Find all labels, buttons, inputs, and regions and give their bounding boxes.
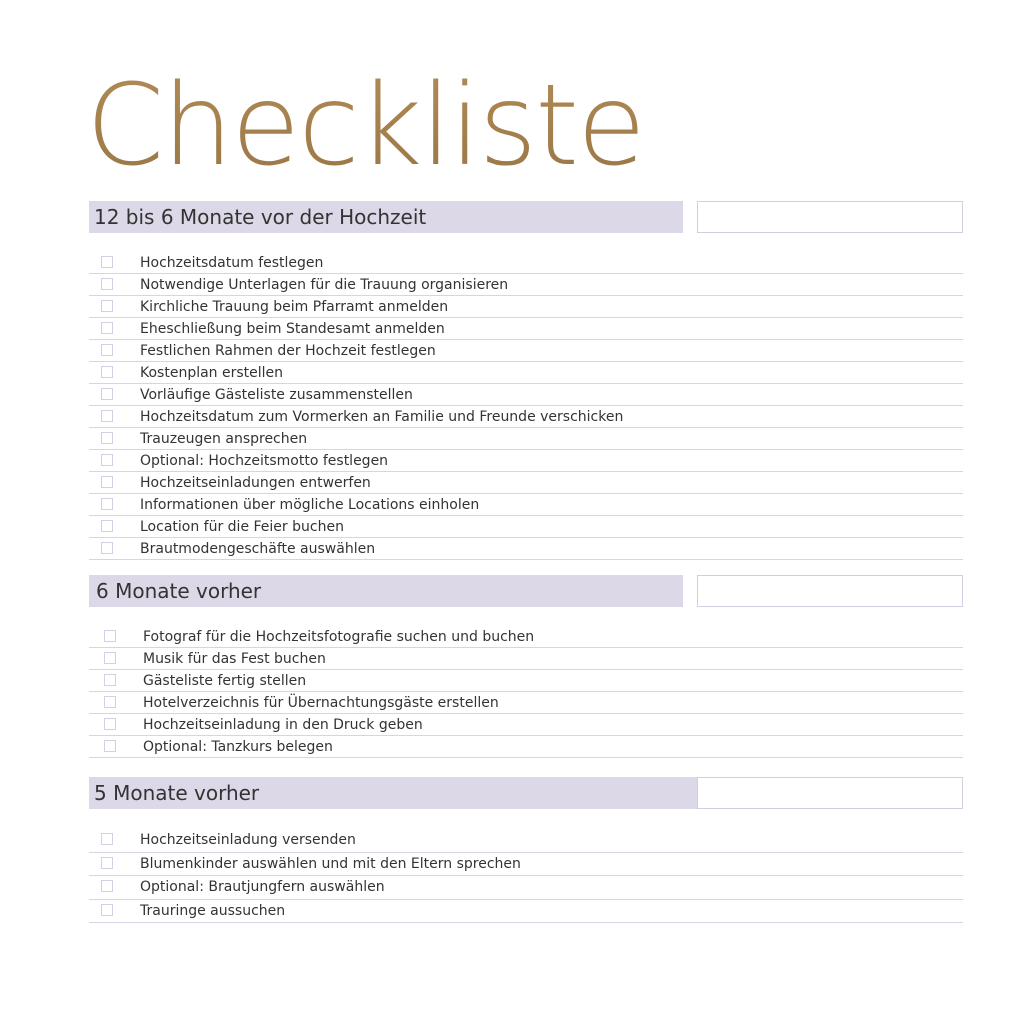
checklist-item-label: Hochzeitsdatum zum Vormerken an Familie und Freunde verschicken — [140, 409, 624, 425]
section-date-field[interactable] — [697, 575, 963, 607]
checkbox[interactable] — [104, 630, 116, 642]
checklist-item — [89, 450, 963, 472]
section-date-field[interactable] — [697, 201, 963, 233]
page-title: Checkliste — [86, 61, 644, 191]
checklist-item — [89, 900, 963, 924]
checklist-item-label: Gästeliste fertig stellen — [143, 673, 307, 689]
checkbox[interactable] — [104, 740, 116, 752]
checklist-item — [89, 362, 963, 384]
checklist-item-label: Eheschließung beim Standesamt anmelden — [140, 321, 445, 337]
checkbox[interactable] — [101, 344, 113, 356]
checklist-item — [89, 428, 963, 450]
checkbox[interactable] — [104, 652, 116, 664]
checklist — [89, 252, 963, 560]
checklist-item — [89, 472, 963, 494]
checklist-item — [89, 626, 963, 648]
checklist-item — [89, 853, 963, 877]
checklist-item-label: Hochzeitseinladung in den Druck geben — [143, 717, 423, 733]
checkbox[interactable] — [101, 498, 113, 510]
checklist-item — [89, 384, 963, 406]
section-header — [89, 575, 963, 607]
checklist-item — [89, 516, 963, 538]
checkbox[interactable] — [101, 833, 113, 845]
checkbox[interactable] — [101, 904, 113, 916]
checklist — [89, 829, 963, 923]
checklist-item — [89, 648, 963, 670]
checklist-item — [89, 340, 963, 362]
section-heading: 6 Monate vorher — [96, 579, 262, 603]
checklist-item-label: Optional: Brautjungfern auswählen — [140, 879, 385, 895]
checklist-item-label: Location für die Feier buchen — [140, 519, 344, 535]
checkbox[interactable] — [101, 476, 113, 488]
checklist-item-label: Hotelverzeichnis für Übernachtungsgäste erstellen — [143, 695, 499, 711]
checklist-item-label: Kostenplan erstellen — [140, 365, 284, 381]
section-6-months — [89, 575, 963, 755]
checklist-item — [89, 692, 963, 714]
checkbox[interactable] — [101, 880, 113, 892]
checklist-item-label: Festlichen Rahmen der Hochzeit festlegen — [140, 343, 436, 359]
checkbox[interactable] — [101, 410, 113, 422]
checkbox[interactable] — [101, 300, 113, 312]
checklist-item — [89, 274, 963, 296]
checklist-item — [89, 670, 963, 692]
checklist-item-label: Trauringe aussuchen — [140, 902, 286, 919]
checklist-item — [89, 252, 963, 274]
checkbox[interactable] — [101, 520, 113, 532]
checkbox[interactable] — [101, 542, 113, 554]
checklist-item — [89, 714, 963, 736]
checklist-item — [89, 736, 963, 758]
checkbox[interactable] — [101, 366, 113, 378]
checklist-item-label: Musik für das Fest buchen — [143, 651, 326, 667]
checkbox[interactable] — [101, 388, 113, 400]
checkbox[interactable] — [104, 696, 116, 708]
checklist — [89, 626, 963, 758]
checklist-item-label: Fotograf für die Hochzeitsfotografie suchen und buchen — [143, 629, 535, 645]
section-date-field[interactable] — [697, 777, 963, 809]
checklist-item — [89, 538, 963, 560]
checkbox[interactable] — [101, 857, 113, 869]
checklist-item-label: Kirchliche Trauung beim Pfarramt anmelden — [140, 299, 449, 315]
checkbox[interactable] — [101, 278, 113, 290]
checkbox[interactable] — [101, 322, 113, 334]
checklist-item-label: Brautmodengeschäfte auswählen — [140, 541, 376, 557]
section-header — [89, 777, 963, 809]
checklist-item-label: Hochzeitseinladung versenden — [140, 832, 356, 848]
checklist-item — [89, 318, 963, 340]
checkbox[interactable] — [101, 432, 113, 444]
checklist-item-label: Notwendige Unterlagen für die Trauung organisieren — [140, 277, 509, 293]
checklist-item-label: Informationen über mögliche Locations einholen — [140, 497, 480, 513]
checklist-item — [89, 296, 963, 318]
checklist-item — [89, 829, 963, 853]
checklist-item-label: Optional: Tanzkurs belegen — [143, 739, 333, 755]
checklist-item-label: Vorläufige Gästeliste zusammenstellen — [140, 387, 413, 403]
section-12-to-6-months — [89, 201, 963, 557]
checkbox[interactable] — [101, 454, 113, 466]
checkbox[interactable] — [104, 718, 116, 730]
checklist-item-label: Hochzeitseinladungen entwerfen — [140, 475, 371, 491]
checkbox[interactable] — [101, 256, 113, 268]
section-heading: 12 bis 6 Monate vor der Hochzeit — [94, 205, 427, 229]
checklist-item — [89, 406, 963, 428]
checklist-item-label: Blumenkinder auswählen und mit den Eltern sprechen — [140, 855, 521, 872]
checklist-item — [89, 494, 963, 516]
checklist-item-label: Optional: Hochzeitsmotto festlegen — [140, 453, 389, 469]
section-5-months — [89, 777, 963, 919]
checklist-item-label: Trauzeugen ansprechen — [140, 431, 308, 447]
checkbox[interactable] — [104, 674, 116, 686]
section-heading: 5 Monate vorher — [94, 781, 260, 805]
section-header — [89, 201, 963, 233]
checklist-item — [89, 876, 963, 900]
checklist-item-label: Hochzeitsdatum festlegen — [140, 255, 324, 271]
